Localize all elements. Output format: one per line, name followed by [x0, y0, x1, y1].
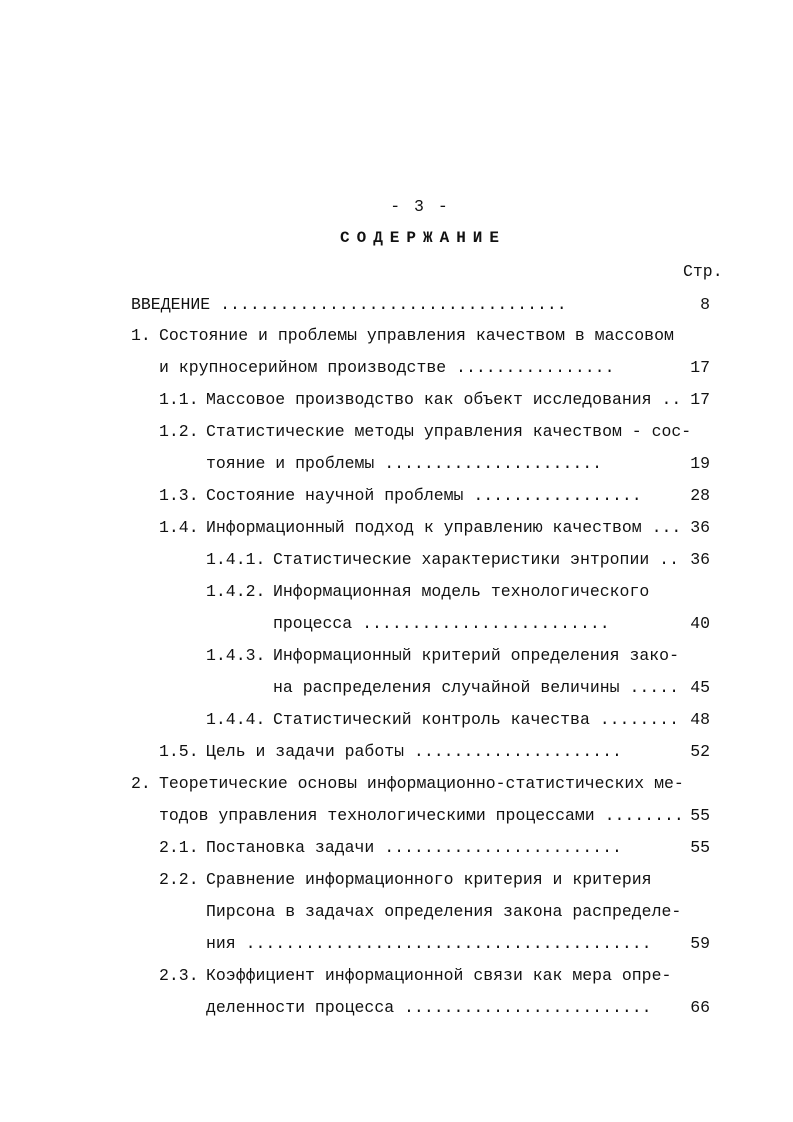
toc-page: 55: [690, 806, 710, 825]
toc-line: Информационная модель технологического: [273, 582, 650, 601]
toc-line: Статистический контроль качества ........: [273, 710, 679, 729]
toc-num: 2.2.: [159, 870, 199, 889]
toc-line: на распределения случайной величины .....: [273, 678, 679, 697]
toc-line: Состояние научной проблемы .................: [206, 486, 642, 505]
toc-line: Постановка задачи ........................: [206, 838, 622, 857]
toc-line: Статистические характеристики энтропии ..: [273, 550, 679, 569]
page-column-label: Стр.: [683, 262, 723, 281]
toc-page: 66: [690, 998, 710, 1017]
toc-num: 2.: [131, 774, 151, 793]
toc-num: 1.2.: [159, 422, 199, 441]
toc-page: 19: [690, 454, 710, 473]
toc-line: ния .........................................: [206, 934, 652, 953]
toc-num: 2.3.: [159, 966, 199, 985]
toc-line: процесса .........................: [273, 614, 610, 633]
toc-line: Состояние и проблемы управления качеством в массовом: [159, 326, 674, 345]
toc-line: Цель и задачи работы .....................: [206, 742, 622, 761]
toc-line: Пирсона в задачах определения закона распределе-: [206, 902, 682, 921]
toc-num: 1.4.2.: [206, 582, 266, 601]
toc-line: Статистические методы управления качеством - сос-: [206, 422, 692, 441]
toc-num: 1.4.: [159, 518, 199, 537]
page-number: - 3 -: [390, 197, 450, 216]
toc-page: 40: [690, 614, 710, 633]
toc-num: 1.4.3.: [206, 646, 266, 665]
toc-num: 2.1.: [159, 838, 199, 857]
toc-page: 17: [690, 390, 710, 409]
toc-line: деленности процесса .........................: [206, 998, 652, 1017]
toc-num: 1.4.4.: [206, 710, 266, 729]
toc-page: 48: [690, 710, 710, 729]
toc-line: Информационный подход к управлению качеством ...: [206, 518, 682, 537]
toc-page: 36: [690, 550, 710, 569]
toc-page: 55: [690, 838, 710, 857]
toc-line: и крупносерийном производстве ................: [159, 358, 615, 377]
toc-line: Информационный критерий определения зако-: [273, 646, 679, 665]
toc-num: 1.: [131, 326, 151, 345]
toc-num: 1.5.: [159, 742, 199, 761]
toc-line: тояние и проблемы ......................: [206, 454, 603, 473]
toc-page: 17: [690, 358, 710, 377]
toc-line: Теоретические основы информационно-статистических ме-: [159, 774, 684, 793]
toc-line: Коэффициент информационной связи как мера опре-: [206, 966, 672, 985]
toc-line: Массовое производство как объект исследования ..: [206, 390, 682, 409]
toc-page: 45: [690, 678, 710, 697]
toc-line-intro: ВВЕДЕНИЕ ...................................: [131, 295, 567, 314]
toc-page: 59: [690, 934, 710, 953]
toc-num: 1.4.1.: [206, 550, 266, 569]
toc-page: 28: [690, 486, 710, 505]
toc-page: 52: [690, 742, 710, 761]
toc-page: 8: [700, 295, 710, 314]
toc-line: тодов управления технологическими процессами ........: [159, 806, 684, 825]
toc-num: 1.3.: [159, 486, 199, 505]
toc-num: 1.1.: [159, 390, 199, 409]
toc-title: СОДЕРЖАНИЕ: [339, 229, 506, 247]
toc-page: 36: [690, 518, 710, 537]
toc-line: Сравнение информационного критерия и критерия: [206, 870, 652, 889]
